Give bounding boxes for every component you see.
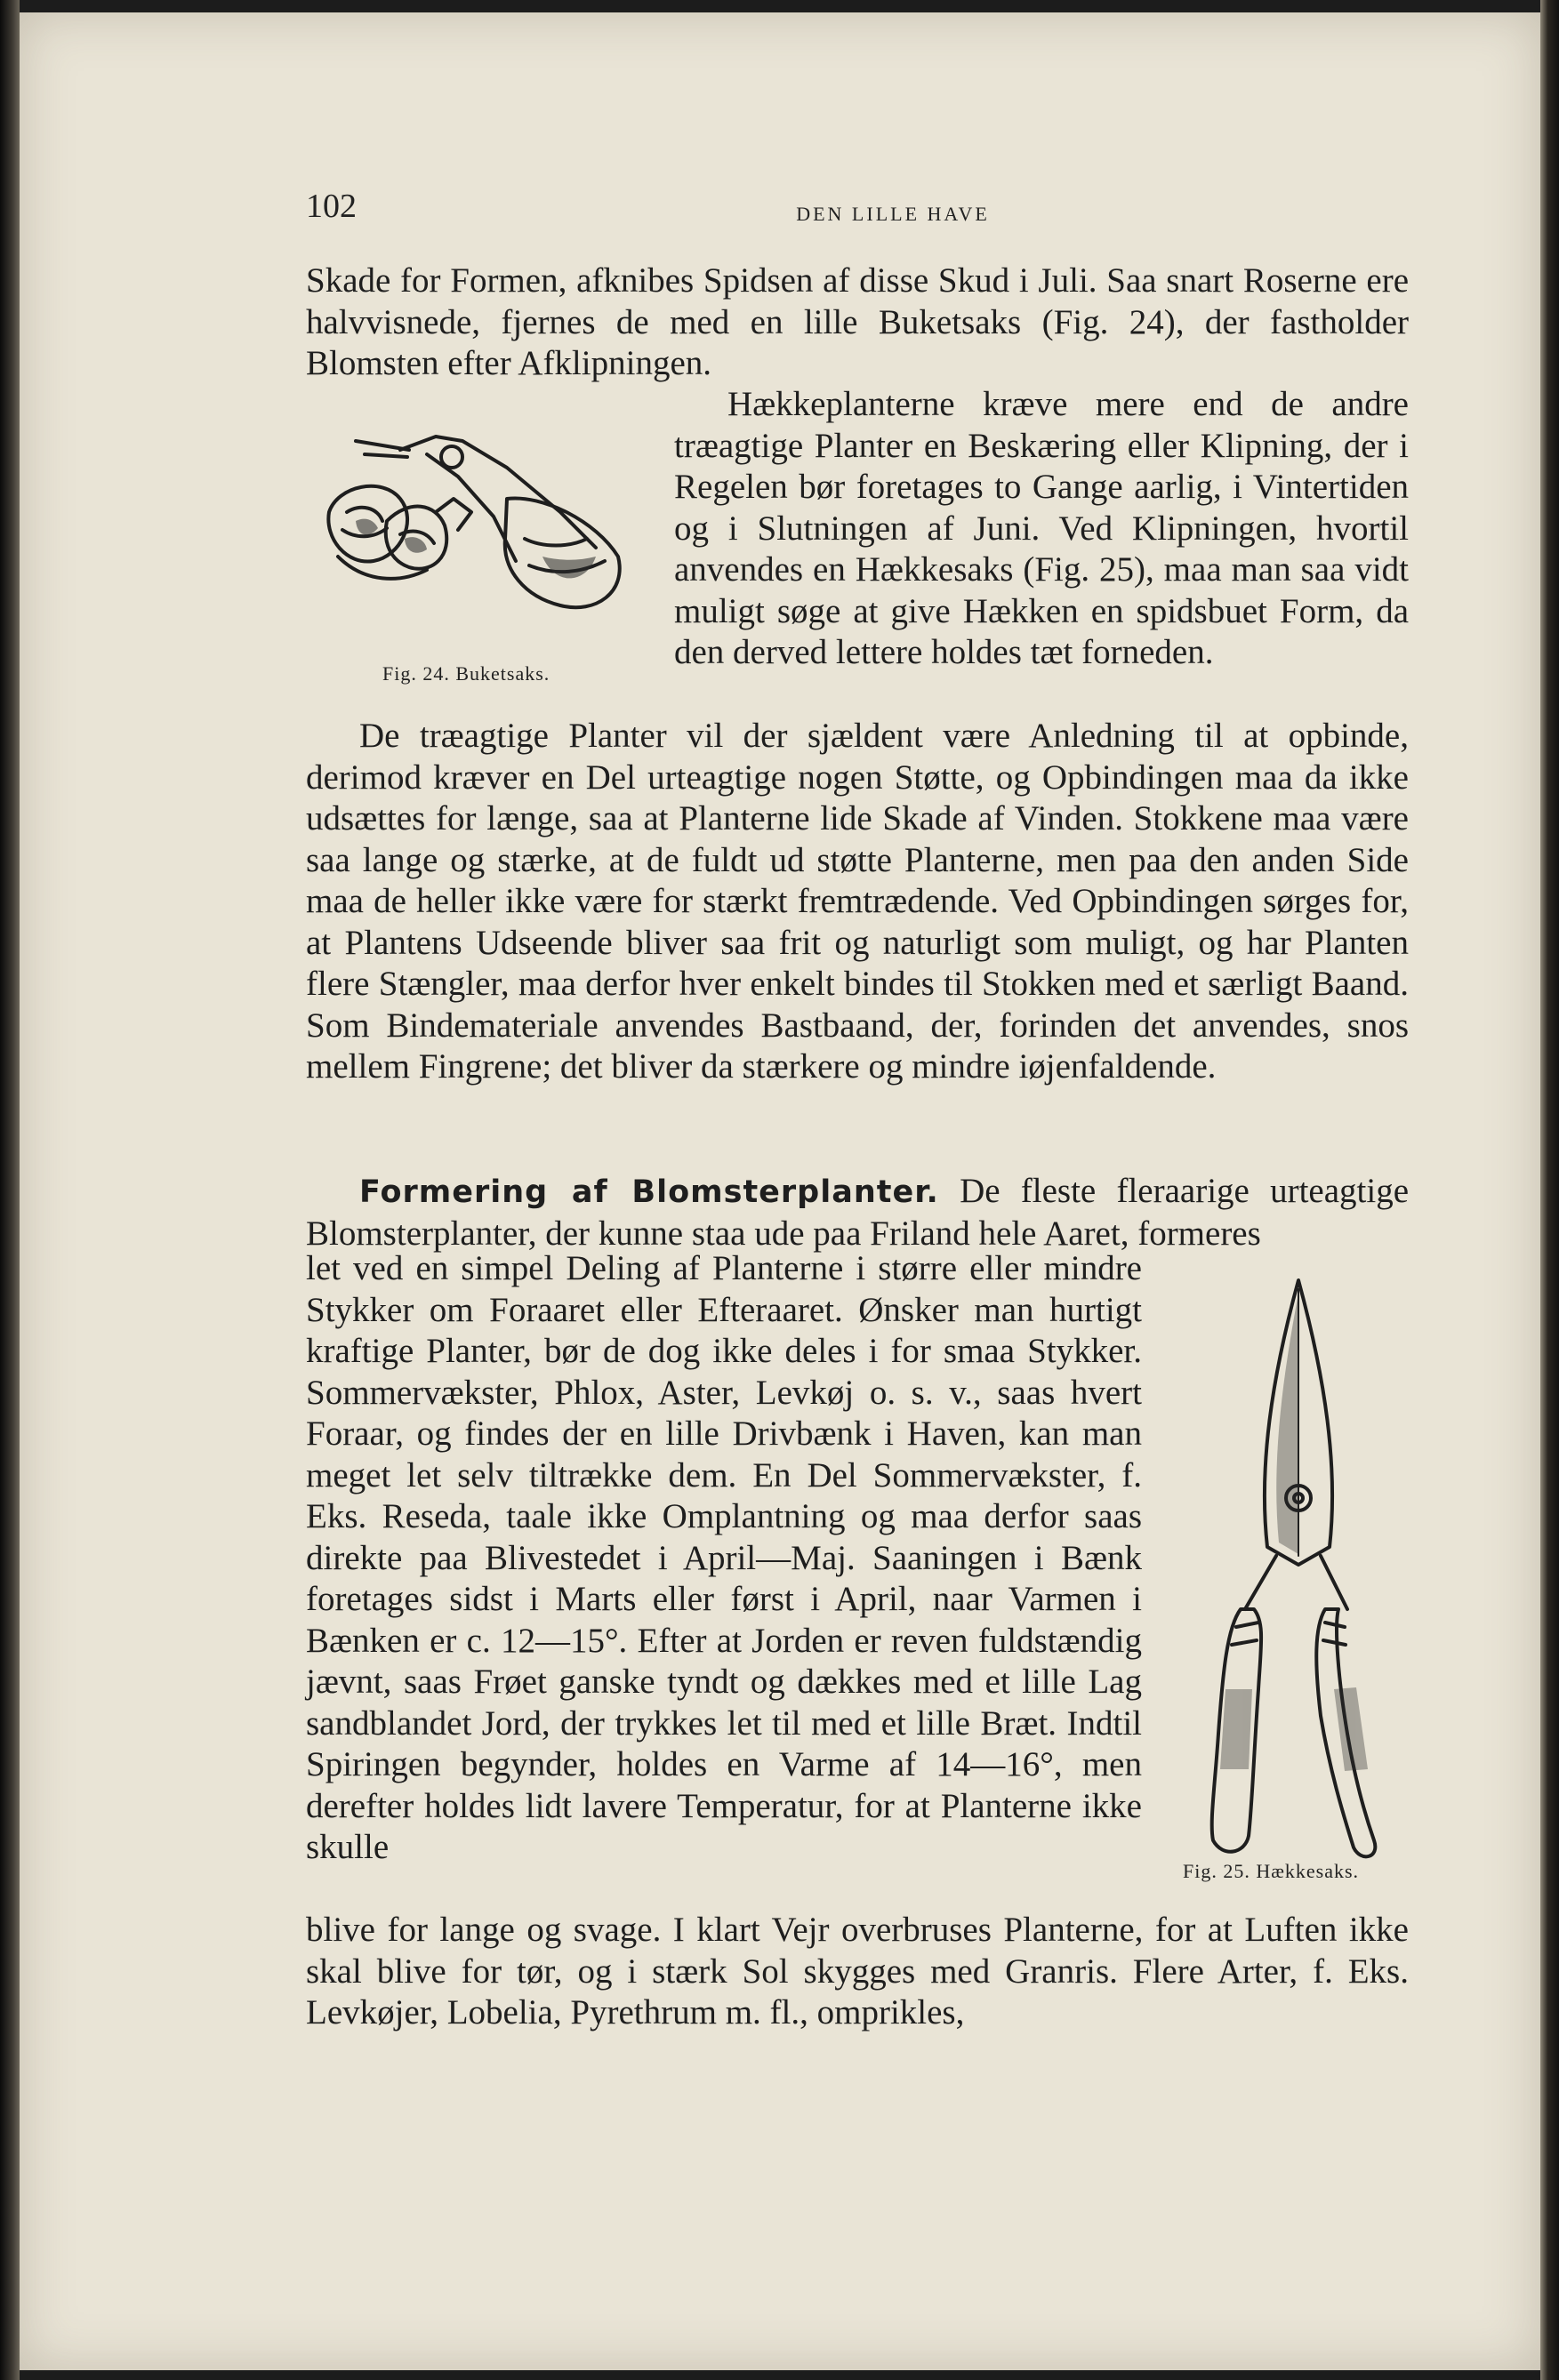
section-heading: Formering af Blomsterplanter. [359, 1174, 939, 1210]
page-header [306, 187, 1409, 231]
paragraph-1 [306, 260, 1409, 385]
section-intro-text [306, 1171, 1409, 1254]
paragraph-4-text: let ved en simpel Deling af Planterne i større eller mindre Stykker om Foraaret eller Efteraaret. Ønsker man hurtigt kraftige Planter, bør de dog ikke deles i for smaa Stykker. Sommervækster, Phlox, Aster, Levkøj o. s. v., saas hvert Foraar, og findes der en lille Drivbænk i Haven, kan man meget let selv tiltrække dem. En Del Sommervækster, f. Eks. Reseda, taale ikke Omplantning og maa derfor saas direkte paa Blivestedet i April—Maj. Saaningen i Bænk foretages sidst i Marts eller først i April, naar Varmen i Bænken er c. 12—15°. Efter at Jorden er reven fuldstændig jævnt, saas Frøet ganske tyndt og dækkes med et lille Lag sandblandet Jord, der trykkes let til med et lille Bræt. Indtil Spiringen begynder, holdes en Varme af 14—16°, men derefter holdes lidt lavere Temperatur, for at Planterne ikke skulle [306, 1249, 1142, 1866]
paragraph-4 [306, 1248, 1142, 1869]
page-number: 102 [306, 188, 357, 225]
hedge-shears-icon [1156, 1271, 1423, 1894]
paragraph-2 [674, 384, 1409, 674]
running-title: DEN LILLE HAVE [796, 203, 990, 225]
book-edge-left [0, 0, 20, 2380]
section-intro [306, 1171, 1409, 1254]
figure-24-caption: Fig. 24. Buketsaks. [382, 662, 550, 685]
section-intro-rest: De fleste fleraarige urteagtige Blomsterplanter, der kunne staa ude paa Friland hele Aaret, formeres [306, 1172, 1410, 1253]
paragraph-1-text: Skade for Formen, afknibes Spidsen af disse Skud i Juli. Saa snart Roserne ere halvvisnede, fjernes de med en lille Buketsaks (Fig. 24), der fastholder Blomsten efter Afklipningen. [306, 261, 1409, 382]
paragraph-3 [306, 716, 1409, 1088]
figure-25-caption: Fig. 25. Hækkesaks. [1183, 1860, 1360, 1882]
paragraph-2-text: Hækkeplanterne kræve mere end de andre træagtige Planter en Beskæring eller Klipning, der i Regelen bør foretages to Gange aarlig, i Vintertiden og i Slutningen af Juni. Ved Klipningen, hvortil anvendes en Hækkesaks (Fig. 25), maa man saa vidt muligt søge at give Hækken en spidsbuet Form, da den derved lettere holdes tæt forneden. [674, 385, 1409, 671]
paragraph-5 [306, 1910, 1409, 2034]
book-edge-right [1540, 0, 1559, 2380]
paragraph-5-text: blive for lange og svage. I klart Vejr overbruses Planterne, for at Luften ikke skal blive for tør, og i stærk Sol skygges med Granris. Flere Arter, f. Eks. Levkøjer, Lobelia, Pyrethrum m. fl., omprikles, [306, 1911, 1409, 2031]
bouquet-scissors-icon [302, 414, 640, 645]
paragraph-3-text: De træagtige Planter vil der sjældent være Anledning til at opbinde, derimod kræver en Del urteagtige nogen Støtte, og Opbindingen maa da ikke udsættes for længe, saa at Planterne lide Skade af Vinden. Stokkene maa være saa lange og stærke, at de fuldt ud støtte Planterne, men paa den anden Side maa de heller ikke være for stærkt fremtrædende. Ved Opbindingen sørges for, at Plantens Udseende bliver saa frit og naturligt som muligt, og har Planten flere Stængler, maa derfor hver enkelt bindes til Stokken med et særligt Baand. Som Bindemateriale anvendes Bastbaand, der, forinden det anvendes, snos mellem Fingrene; det bliver da stærkere og mindre iøjenfaldende. [306, 717, 1409, 1086]
